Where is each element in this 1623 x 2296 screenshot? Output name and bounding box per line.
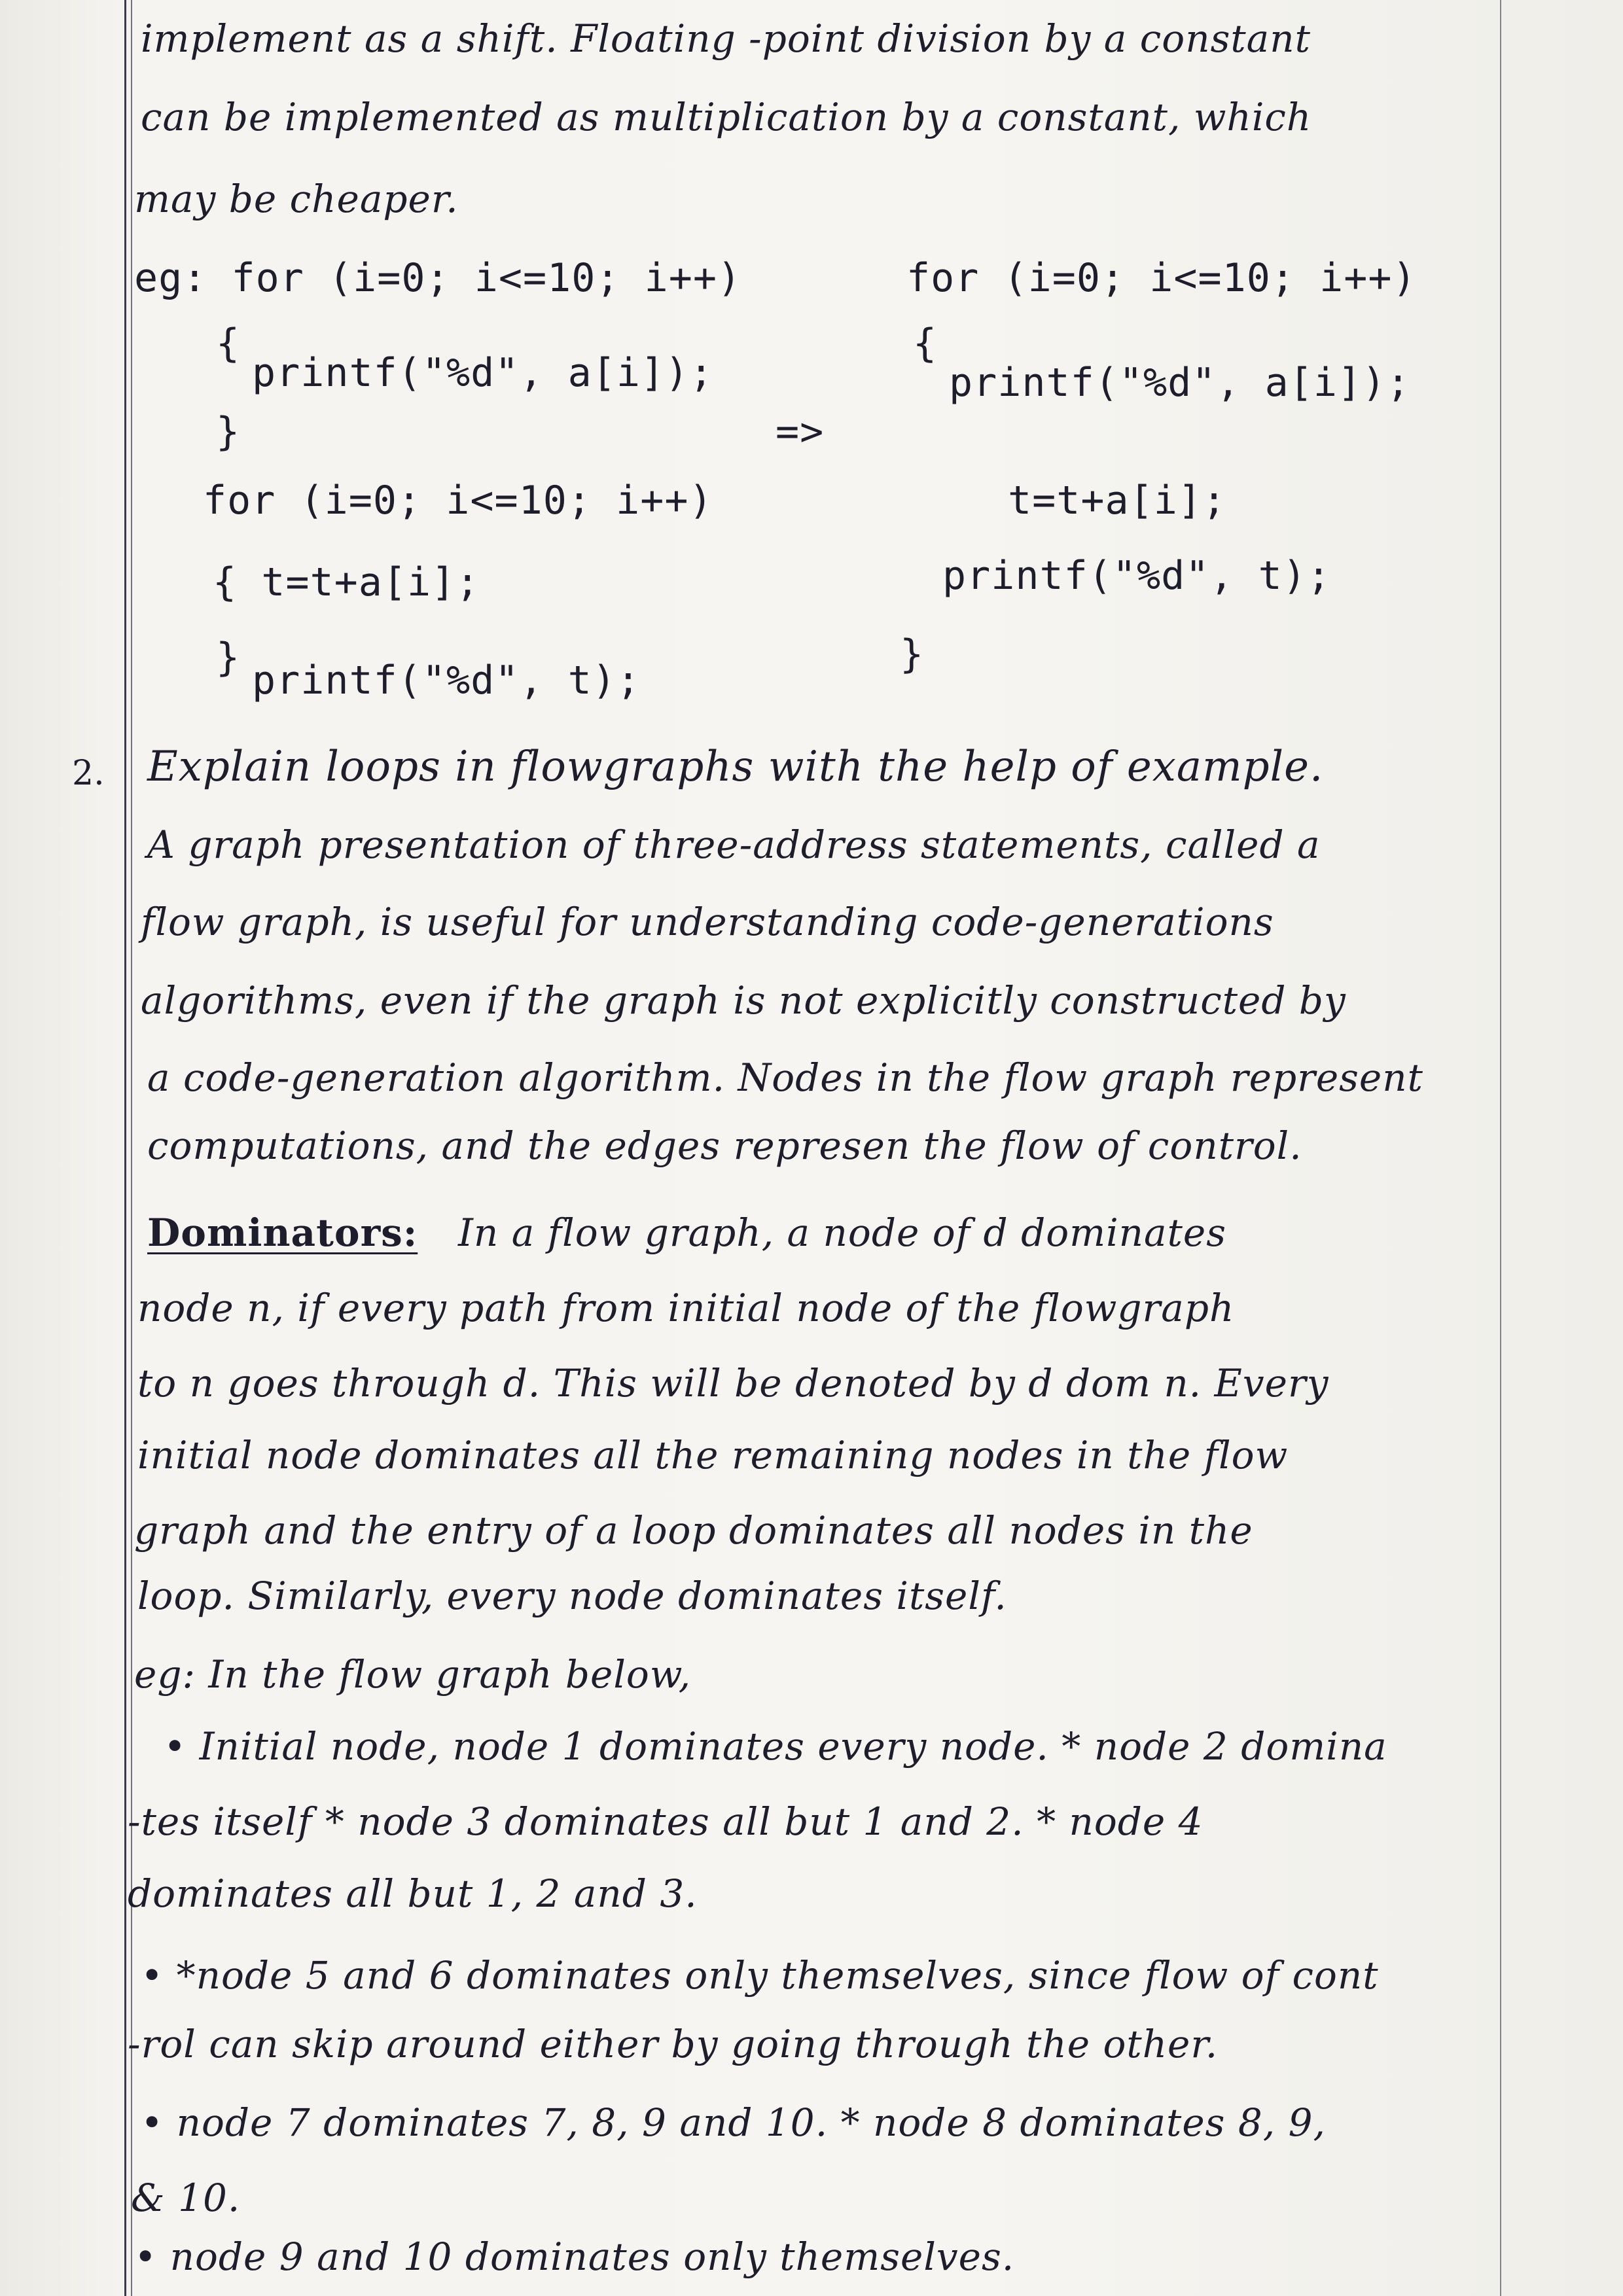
example-line: eg: In the flow graph below, — [134, 1652, 692, 1697]
example-line: • *node 5 and 6 dominates only themselves, since flow of cont — [141, 1953, 1379, 1998]
margin-line — [124, 0, 126, 2296]
example-line: • node 9 and 10 dominates only themselves. — [134, 2234, 1015, 2279]
para2-line: node n, if every path from initial node of the flowgraph — [137, 1286, 1235, 1330]
code-left-line: printf("%d", a[i]); — [252, 350, 714, 396]
right-edge-line — [1500, 0, 1501, 2296]
para1-line: algorithms, even if the graph is not explicitly constructed by — [141, 978, 1346, 1023]
code-right-line: printf("%d", t); — [942, 553, 1331, 599]
code-right-line: for (i=0; i<=10; i++) — [906, 255, 1417, 301]
example-line: -tes itself * node 3 dominates all but 1 and 2. * node 4 — [128, 1799, 1204, 1844]
para1-line: A graph presentation of three-address statements, called a — [147, 822, 1321, 867]
question-text: Explain loops in flowgraphs with the help of example. — [147, 743, 1324, 791]
example-line: & 10. — [131, 2176, 241, 2220]
example-line: dominates all but 1, 2 and 3. — [128, 1871, 698, 1916]
dominators-heading: Dominators: — [147, 1210, 418, 1255]
example-line: • node 7 dominates 7, 8, 9 and 10. * node 8 dominates 8, 9, — [141, 2100, 1326, 2145]
question-number: 2. — [72, 754, 105, 793]
transform-arrow: => — [776, 409, 825, 455]
example-line: • Initial node, node 1 dominates every node. * node 2 domina — [164, 1724, 1387, 1769]
code-right-line: { — [913, 321, 938, 366]
para2-line: to n goes through d. This will be denoted by d dom n. Every — [137, 1361, 1329, 1405]
code-right-line: } — [900, 631, 925, 677]
para2-line: initial node dominates all the remaining nodes in the flow — [137, 1433, 1289, 1477]
code-left-line: { — [216, 321, 241, 366]
para1-line: computations, and the edges represen the flow of control. — [147, 1123, 1302, 1168]
code-left-line: } — [216, 635, 241, 680]
intro-line: can be implemented as multiplication by a constant, which — [141, 95, 1312, 139]
code-left-line: for (i=0; i<=10; i++) — [203, 478, 713, 523]
intro-line: implement as a shift. Floating -point division by a constant — [141, 16, 1311, 61]
intro-line: may be cheaper. — [134, 177, 459, 221]
margin-line-inner — [131, 0, 132, 2296]
code-right-line: t=t+a[i]; — [1008, 478, 1227, 523]
para2-line: graph and the entry of a loop dominates all nodes in the — [134, 1508, 1253, 1553]
para2-line: loop. Similarly, every node dominates itself. — [137, 1574, 1007, 1618]
code-left-line: { t=t+a[i]; — [213, 559, 480, 605]
code-left-line: } — [216, 409, 241, 455]
code-left-line: printf("%d", t); — [252, 658, 641, 703]
para1-line: flow graph, is useful for understanding code-generations — [141, 900, 1274, 944]
para1-line: a code-generation algorithm. Nodes in the flow graph represent — [147, 1055, 1423, 1100]
code-right-line: printf("%d", a[i]); — [949, 360, 1411, 406]
code-left-line: eg: for (i=0; i<=10; i++) — [134, 255, 742, 301]
para2-line: In a flow graph, a node of d dominates — [458, 1210, 1227, 1255]
example-line: -rol can skip around either by going through the other. — [128, 2022, 1219, 2066]
